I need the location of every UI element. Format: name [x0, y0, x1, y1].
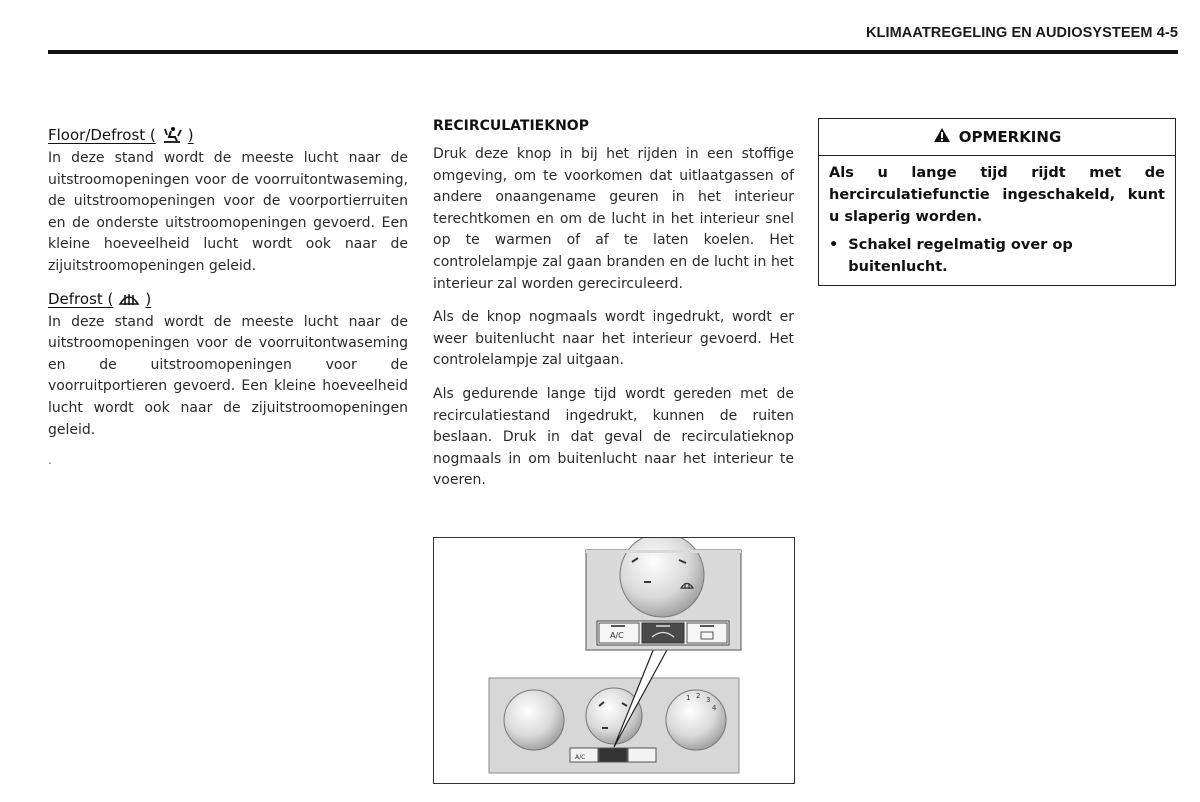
- fan-number-4: 4: [712, 704, 717, 712]
- climate-panel-illustration: [434, 538, 794, 783]
- fan-number-2: 2: [696, 692, 701, 700]
- recirculation-paragraph-1: Druk deze knop in bij het rijden in een stoffige omgeving, om te voorkomen dat uitlaatgassen of andere onaangename geuren in het interieur terechtkomen en om de lucht in het interieur snel op te warmen of af te laten koelen. Het controlelampje zal gaan branden en de lucht in het interieur zal worden gerecirculeerd.: [433, 146, 794, 292]
- mode-knob: [586, 688, 642, 744]
- temperature-knob: [504, 690, 564, 750]
- warning-triangle-icon: [933, 127, 951, 147]
- note-text: Als u lange tijd rijdt met de hercirculatiefunctie ingeschakeld, kunt u slaperig worden.: [829, 165, 1165, 225]
- note-header: [819, 119, 1175, 156]
- small-rear-defrost-button: [628, 748, 656, 762]
- recirculation-paragraph-3: Als gedurende lange tijd wordt gereden met de recirculatiestand ingedrukt, kunnen de ruiten beslaan. Druk in dat geval de recirculatieknop nogmaals in om buitenlucht naar het interieur te voeren.: [433, 385, 794, 489]
- climate-panel-figure: [433, 537, 795, 784]
- floor-defrost-heading-post: ): [187, 126, 194, 144]
- recirculation-paragraph-2: Als de knop nogmaals wordt ingedrukt, wordt er weer buitenlucht naar het interieur gevoerd. Het controlelampje zal uitgaan.: [433, 309, 794, 369]
- zoom-ac-label: A/C: [610, 631, 624, 640]
- floor-defrost-icon: [161, 126, 183, 144]
- fan-number-3: 3: [706, 696, 711, 704]
- stray-mark: .: [48, 453, 52, 468]
- header-rule: [48, 50, 1178, 54]
- inset-top-mask: [586, 550, 741, 553]
- bullet: •: [829, 237, 839, 253]
- floor-defrost-heading: [48, 126, 408, 144]
- note-box: [818, 118, 1176, 286]
- page-title: KLIMAATREGELING EN AUDIOSYSTEEM 4-5: [865, 25, 1178, 41]
- defrost-heading-pre: Defrost (: [48, 289, 114, 308]
- defrost-text: In deze stand wordt de meeste lucht naar de uitstroomopeningen voor de voorruitontwaseming en de uitstroomopeningen voor de voorruitportieren gevoerd. Een kleine hoeveelheid lucht wordt ook naar de zijuitstroomopeningen geleid.: [48, 313, 408, 438]
- column-middle: [433, 118, 794, 504]
- recirculation-heading: RECIRCULATIEKNOP: [433, 118, 589, 134]
- defrost-heading: [48, 290, 408, 308]
- defrost-heading-post: ): [145, 289, 152, 308]
- small-ac-label: A/C: [575, 754, 586, 761]
- note-list-item: [829, 234, 1165, 278]
- fan-number-1: 1: [686, 694, 691, 702]
- defrost-icon: [118, 290, 140, 308]
- zoom-recirculation-indicator: [656, 625, 670, 627]
- column-left: [48, 118, 408, 467]
- zoom-rear-defrost-indicator: [700, 625, 714, 627]
- floor-defrost-text: In deze stand wordt de meeste lucht naar de uitstroomopeningen voor de voorruitontwaseming, de uitstroomopeningen voor de voorportierruiten en de onderste uitstroomopeningen gevoerd. Een kleine hoeveelheid lucht wordt ook naar de zijuitstroomopeningen geleid.: [48, 150, 408, 274]
- zoom-mode-knob: [620, 538, 704, 617]
- small-recirculation-button: [599, 748, 627, 762]
- zoom-ac-indicator: [611, 625, 625, 627]
- note-title: OPMERKING: [958, 128, 1062, 146]
- note-body: [819, 156, 1175, 278]
- note-item-text: Schakel regelmatig over op buitenlucht.: [848, 237, 1073, 275]
- floor-defrost-heading-pre: Floor/Defrost (: [48, 126, 156, 144]
